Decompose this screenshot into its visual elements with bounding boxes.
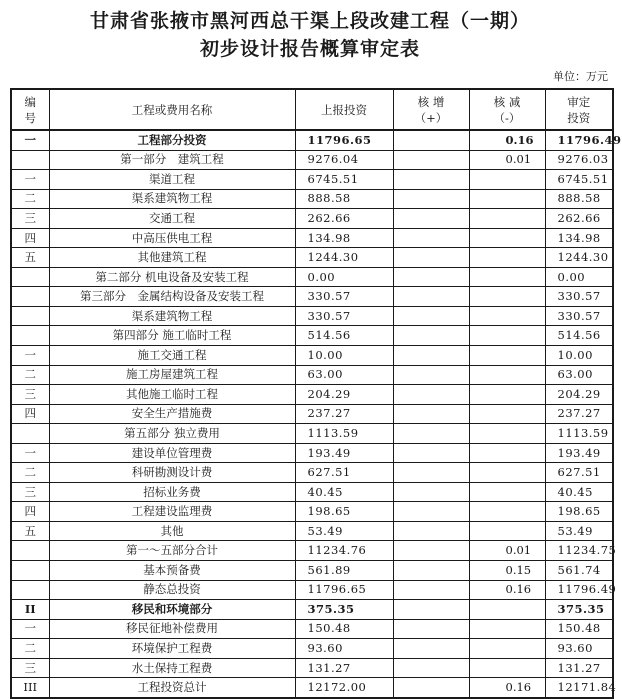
table-row <box>11 502 613 522</box>
table-row <box>11 561 613 581</box>
cell-approved: 63.00 <box>545 365 613 385</box>
cell-no <box>11 541 49 561</box>
cell-decrease <box>469 170 545 190</box>
table-row <box>11 443 613 463</box>
cell-no <box>11 424 49 444</box>
cell-no: 二 <box>11 463 49 483</box>
table-row <box>11 306 613 326</box>
cell-decrease <box>469 463 545 483</box>
cell-name: 第二部分 机电设备及安装工程 <box>49 267 295 287</box>
cell-reported: 40.45 <box>295 482 393 502</box>
cell-increase <box>393 482 469 502</box>
cell-no: 一 <box>11 170 49 190</box>
cell-no: 二 <box>11 639 49 659</box>
cell-decrease <box>469 306 545 326</box>
cell-approved: 330.57 <box>545 287 613 307</box>
cell-no: 三 <box>11 482 49 502</box>
cell-no: 二 <box>11 189 49 209</box>
cell-increase <box>393 346 469 366</box>
cell-reported: 204.29 <box>295 385 393 405</box>
cell-no: 一 <box>11 619 49 639</box>
cell-name: 移民和环境部分 <box>49 600 295 620</box>
cell-decrease: 0.01 <box>469 541 545 561</box>
cell-name: 第一部分 建筑工程 <box>49 150 295 170</box>
cell-name: 第五部分 独立费用 <box>49 424 295 444</box>
cell-no <box>11 150 49 170</box>
cell-increase <box>393 502 469 522</box>
cell-increase <box>393 619 469 639</box>
table-row <box>11 209 613 229</box>
cell-reported: 134.98 <box>295 228 393 248</box>
cell-approved: 1113.59 <box>545 424 613 444</box>
cell-decrease <box>469 443 545 463</box>
cell-increase <box>393 463 469 483</box>
cell-reported: 9276.04 <box>295 150 393 170</box>
cell-decrease <box>469 502 545 522</box>
cell-no: 四 <box>11 404 49 424</box>
cell-reported: 330.57 <box>295 287 393 307</box>
table-row <box>11 580 613 600</box>
cell-increase <box>393 287 469 307</box>
header-no: 编 号 <box>11 89 49 130</box>
cell-decrease <box>469 189 545 209</box>
cell-increase <box>393 580 469 600</box>
table-row <box>11 346 613 366</box>
header-row <box>11 89 613 130</box>
cell-increase <box>393 658 469 678</box>
cell-reported: 514.56 <box>295 326 393 346</box>
table-row <box>11 424 613 444</box>
cell-decrease <box>469 658 545 678</box>
cell-name: 建设单位管理费 <box>49 443 295 463</box>
cell-no: 一 <box>11 346 49 366</box>
table-body <box>11 130 622 698</box>
cell-name: 第四部分 施工临时工程 <box>49 326 295 346</box>
cell-no <box>11 306 49 326</box>
cell-approved: 12171.84 <box>545 678 613 698</box>
cell-decrease: 0.16 <box>469 580 545 600</box>
cell-no: 五 <box>11 521 49 541</box>
cell-increase <box>393 600 469 620</box>
header-name: 工程或费用名称 <box>49 89 295 130</box>
cell-increase <box>393 130 469 150</box>
cell-name: 渠系建筑物工程 <box>49 306 295 326</box>
cell-approved: 514.56 <box>545 326 613 346</box>
cell-name: 静态总投资 <box>49 580 295 600</box>
cell-name: 工程部分投资 <box>49 130 295 150</box>
cell-name: 交通工程 <box>49 209 295 229</box>
cell-reported: 330.57 <box>295 306 393 326</box>
cell-reported: 11796.65 <box>295 130 393 150</box>
cell-approved: 40.45 <box>545 482 613 502</box>
cell-decrease <box>469 619 545 639</box>
table-row <box>11 482 613 502</box>
cell-name: 安全生产措施费 <box>49 404 295 424</box>
table-row <box>11 287 613 307</box>
cell-no: 五 <box>11 248 49 268</box>
cell-approved: 627.51 <box>545 463 613 483</box>
cell-increase <box>393 267 469 287</box>
cell-increase <box>393 189 469 209</box>
cell-approved: 262.66 <box>545 209 613 229</box>
cell-decrease <box>469 267 545 287</box>
cell-approved: 11796.49 <box>545 580 613 600</box>
cell-increase <box>393 443 469 463</box>
cell-increase <box>393 170 469 190</box>
cell-approved: 0.00 <box>545 267 613 287</box>
cell-reported: 11234.76 <box>295 541 393 561</box>
cell-no: 三 <box>11 209 49 229</box>
cell-decrease <box>469 482 545 502</box>
cell-decrease <box>469 365 545 385</box>
cell-reported: 63.00 <box>295 365 393 385</box>
cell-approved: 561.74 <box>545 561 613 581</box>
cell-approved: 375.35 <box>545 600 613 620</box>
cell-approved: 193.49 <box>545 443 613 463</box>
cell-increase <box>393 639 469 659</box>
cell-approved: 150.48 <box>545 619 613 639</box>
cell-reported: 262.66 <box>295 209 393 229</box>
cell-reported: 375.35 <box>295 600 393 620</box>
cell-increase <box>393 228 469 248</box>
cell-reported: 10.00 <box>295 346 393 366</box>
cell-approved: 330.57 <box>545 306 613 326</box>
table-row <box>11 600 613 620</box>
cell-increase <box>393 326 469 346</box>
cell-approved: 9276.03 <box>545 150 613 170</box>
cell-name: 环境保护工程费 <box>49 639 295 659</box>
cell-approved: 10.00 <box>545 346 613 366</box>
cell-name: 施工交通工程 <box>49 346 295 366</box>
table-row <box>11 541 613 561</box>
table-row <box>11 639 613 659</box>
cell-increase <box>393 385 469 405</box>
cell-increase <box>393 365 469 385</box>
header-decrease: 核 减 （-） <box>469 89 545 130</box>
cell-approved: 237.27 <box>545 404 613 424</box>
table-row <box>11 619 613 639</box>
cell-reported: 12172.00 <box>295 678 393 698</box>
cell-no: 四 <box>11 502 49 522</box>
cell-reported: 627.51 <box>295 463 393 483</box>
cell-decrease <box>469 424 545 444</box>
cell-no <box>11 287 49 307</box>
table-row <box>11 365 613 385</box>
cell-no: II <box>11 600 49 620</box>
table-row <box>11 658 613 678</box>
header-reported: 上报投资 <box>295 89 393 130</box>
table-row <box>11 228 613 248</box>
cell-name: 其他 <box>49 521 295 541</box>
cell-increase <box>393 150 469 170</box>
cell-increase <box>393 209 469 229</box>
cell-reported: 1113.59 <box>295 424 393 444</box>
table-row <box>11 267 613 287</box>
cell-no: 一 <box>11 443 49 463</box>
cell-name: 渠道工程 <box>49 170 295 190</box>
document-subtitle: 初步设计报告概算审定表 <box>199 38 420 60</box>
cell-name: 水土保持工程费 <box>49 658 295 678</box>
cell-no: 三 <box>11 385 49 405</box>
cell-no <box>11 561 49 581</box>
cell-name: 移民征地补偿费用 <box>49 619 295 639</box>
cell-no: III <box>11 678 49 698</box>
cell-decrease: 0.01 <box>469 150 545 170</box>
cell-name: 中高压供电工程 <box>49 228 295 248</box>
cell-reported: 1244.30 <box>295 248 393 268</box>
cell-increase <box>393 306 469 326</box>
table-row <box>11 463 613 483</box>
table-row <box>11 170 613 190</box>
cell-increase <box>393 248 469 268</box>
cell-decrease <box>469 209 545 229</box>
cell-approved: 53.49 <box>545 521 613 541</box>
cell-approved: 198.65 <box>545 502 613 522</box>
cell-reported: 53.49 <box>295 521 393 541</box>
table-row <box>11 326 613 346</box>
cell-name: 其他建筑工程 <box>49 248 295 268</box>
header-approved: 审定 投资 <box>545 89 613 130</box>
cell-no: 四 <box>11 228 49 248</box>
budget-table <box>10 88 622 699</box>
cell-increase <box>393 404 469 424</box>
cell-reported: 888.58 <box>295 189 393 209</box>
table-row <box>11 189 613 209</box>
cell-decrease <box>469 248 545 268</box>
cell-decrease <box>469 521 545 541</box>
cell-name: 基本预备费 <box>49 561 295 581</box>
document-title: 甘肃省张掖市黑河西总干渠上段改建工程（一期） <box>89 10 530 32</box>
cell-decrease <box>469 228 545 248</box>
cell-decrease <box>469 346 545 366</box>
cell-reported: 93.60 <box>295 639 393 659</box>
cell-no: 二 <box>11 365 49 385</box>
cell-no <box>11 326 49 346</box>
cell-name: 招标业务费 <box>49 482 295 502</box>
cell-approved: 11234.75 <box>545 541 613 561</box>
table-row <box>11 521 613 541</box>
cell-reported: 193.49 <box>295 443 393 463</box>
cell-name: 其他施工临时工程 <box>49 385 295 405</box>
cell-decrease <box>469 404 545 424</box>
cell-approved: 888.58 <box>545 189 613 209</box>
table-row <box>11 130 613 150</box>
cell-decrease <box>469 639 545 659</box>
cell-increase <box>393 561 469 581</box>
cell-reported: 198.65 <box>295 502 393 522</box>
cell-decrease <box>469 287 545 307</box>
header-increase: 核 增 （+） <box>393 89 469 130</box>
cell-reported: 150.48 <box>295 619 393 639</box>
cell-decrease <box>469 600 545 620</box>
cell-decrease <box>469 326 545 346</box>
cell-increase <box>393 521 469 541</box>
cell-approved: 131.27 <box>545 658 613 678</box>
cell-reported: 237.27 <box>295 404 393 424</box>
cell-name: 科研勘测设计费 <box>49 463 295 483</box>
unit-label: 单位：万元 <box>553 70 608 83</box>
cell-name: 渠系建筑物工程 <box>49 189 295 209</box>
table-row <box>11 385 613 405</box>
cell-approved: 204.29 <box>545 385 613 405</box>
cell-decrease: 0.15 <box>469 561 545 581</box>
cell-increase <box>393 541 469 561</box>
cell-reported: 561.89 <box>295 561 393 581</box>
cell-decrease: 0.16 <box>469 130 545 150</box>
cell-no: 三 <box>11 658 49 678</box>
table-row <box>11 150 613 170</box>
cell-approved: 134.98 <box>545 228 613 248</box>
cell-increase <box>393 678 469 698</box>
cell-name: 工程投资总计 <box>49 678 295 698</box>
cell-approved: 11796.49 <box>545 130 613 150</box>
cell-approved: 6745.51 <box>545 170 613 190</box>
cell-no: 一 <box>11 130 49 150</box>
cell-reported: 6745.51 <box>295 170 393 190</box>
cell-decrease <box>469 385 545 405</box>
cell-name: 工程建设监理费 <box>49 502 295 522</box>
cell-name: 第三部分 金属结构设备及安装工程 <box>49 287 295 307</box>
cell-no <box>11 580 49 600</box>
cell-reported: 0.00 <box>295 267 393 287</box>
cell-decrease: 0.16 <box>469 678 545 698</box>
cell-name: 第一～五部分合计 <box>49 541 295 561</box>
table-row <box>11 404 613 424</box>
cell-no <box>11 267 49 287</box>
cell-reported: 11796.65 <box>295 580 393 600</box>
cell-name: 施工房屋建筑工程 <box>49 365 295 385</box>
cell-reported: 131.27 <box>295 658 393 678</box>
table-row <box>11 248 613 268</box>
cell-increase <box>393 424 469 444</box>
table-row <box>11 678 613 698</box>
cell-approved: 1244.30 <box>545 248 613 268</box>
cell-approved: 93.60 <box>545 639 613 659</box>
